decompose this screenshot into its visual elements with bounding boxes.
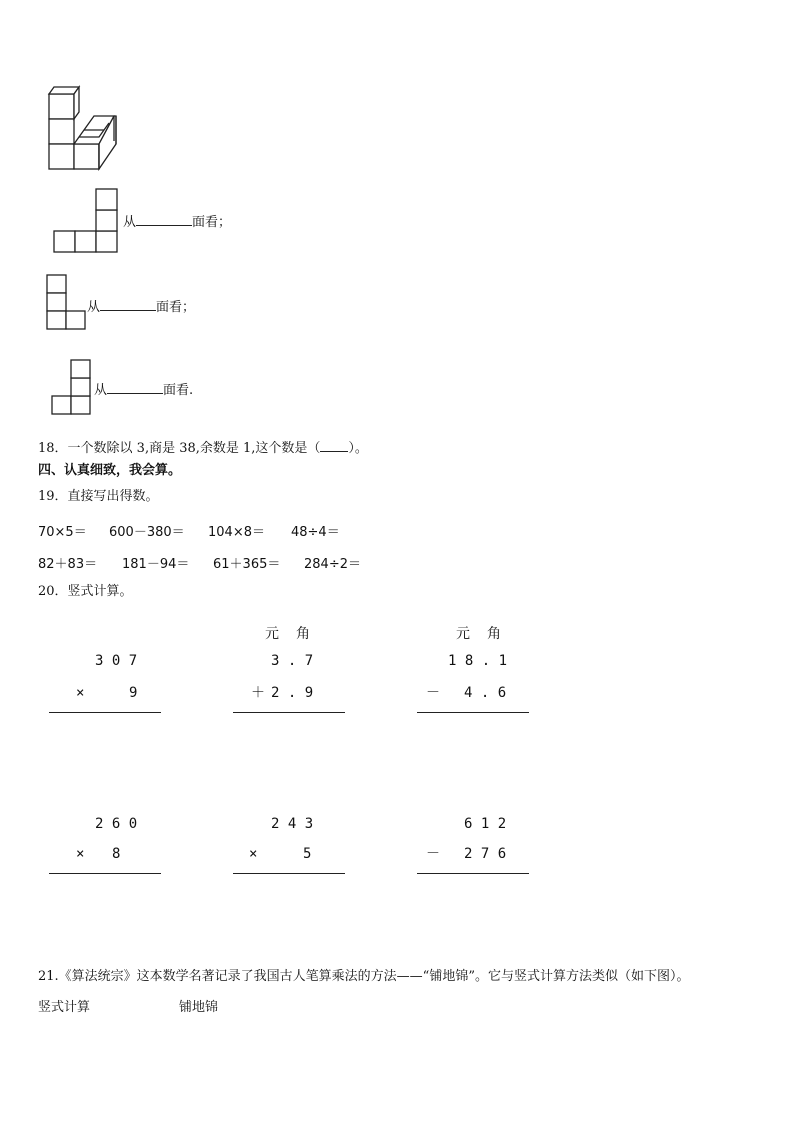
vertical-top: 6 1 2 (464, 816, 507, 832)
view-label-1: 从 面看； (123, 215, 232, 230)
question-18: 18．一个数除以 3,商是 38,余数是 1,这个数是（ ）。 (38, 441, 368, 456)
vertical-operator: ＋ (251, 685, 265, 701)
label-vertical-calc: 竖式计算 (38, 1000, 91, 1015)
vertical-line (233, 712, 345, 713)
q18-answer-blank[interactable] (320, 439, 348, 452)
view-figure-1 (52, 189, 122, 255)
question-21: 21.《算法统宗》这本数学名著记录了我国古人笔算乘法的方法——“铺地锦”。它与竖式计算方法类似（如下图）。 (38, 969, 690, 984)
vertical-top: 2 4 3 (271, 816, 314, 832)
vertical-line (49, 873, 161, 874)
vertical-top: 3 . 7 (271, 653, 314, 669)
vertical-bottom: 2 7 6 (464, 846, 507, 862)
header-jiao: 角 (487, 626, 501, 642)
vertical-line (417, 712, 529, 713)
view-figure-2 (45, 274, 89, 332)
view-blank-3[interactable] (107, 381, 163, 394)
q19-item: 48÷4＝ (291, 525, 340, 540)
vertical-bottom: 9 (129, 685, 138, 701)
q19-item: 284÷2＝ (304, 557, 361, 572)
view-blank-1[interactable] (136, 213, 192, 226)
vertical-line (417, 873, 529, 874)
q19-item: 70×5＝ (38, 525, 87, 540)
vertical-bottom: 5 (303, 846, 312, 862)
view-label-2: 从 面看； (87, 300, 196, 315)
q19-item: 600－380＝ (109, 525, 185, 540)
header-jiao: 角 (296, 626, 310, 642)
vertical-top: 3 0 7 (95, 653, 138, 669)
vertical-operator: － (426, 846, 440, 862)
vertical-line (233, 873, 345, 874)
q19-item: 82＋83＝ (38, 557, 98, 572)
vertical-top: 2 6 0 (95, 816, 138, 832)
view-blank-2[interactable] (100, 298, 156, 311)
header-yuan: 元 (456, 626, 470, 642)
vertical-operator: × (76, 846, 85, 862)
vertical-bottom: 2 . 9 (271, 685, 314, 701)
question-20-title: 20．竖式计算。 (38, 584, 133, 599)
vertical-line (49, 712, 161, 713)
view-figure-3 (50, 357, 94, 417)
header-yuan: 元 (265, 626, 279, 642)
vertical-operator: × (249, 846, 258, 862)
cube-stack-figure (46, 84, 126, 174)
vertical-top: 1 8 . 1 (448, 653, 508, 669)
vertical-operator: － (426, 685, 440, 701)
question-19-title: 19．直接写出得数。 (38, 489, 159, 504)
q19-item: 181－94＝ (122, 557, 190, 572)
view-label-3: 从 面看. (94, 383, 194, 398)
section-4-title: 四、认真细致，我会算。 (38, 463, 182, 478)
q19-item: 104×8＝ (208, 525, 265, 540)
q19-item: 61＋365＝ (213, 557, 281, 572)
vertical-bottom: 4 . 6 (464, 685, 507, 701)
vertical-bottom: 8 (112, 846, 121, 862)
vertical-operator: × (76, 685, 85, 701)
label-pudijin: 铺地锦 (179, 1000, 219, 1015)
